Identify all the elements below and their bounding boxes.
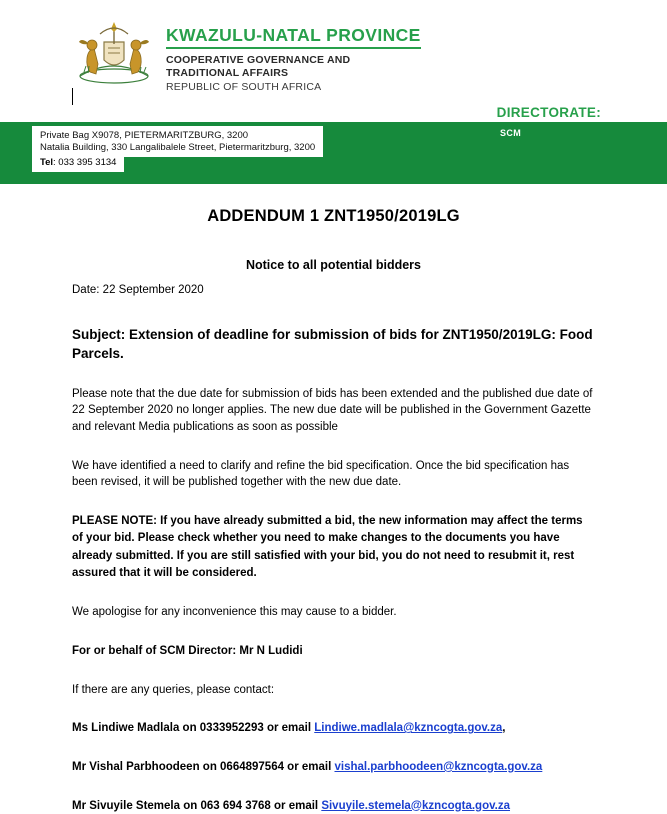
header-titles bbox=[166, 26, 421, 94]
notice-subtitle: Notice to all potential bidders bbox=[245, 258, 422, 272]
department-line-3: REPUBLIC OF SOUTH AFRICA bbox=[166, 80, 322, 93]
directorate-label: DIRECTORATE: bbox=[496, 105, 601, 120]
paragraph-extension-notice: Please note that the due date for submission of bids has been extended and the published due date of 22 September 2020 no longer applies. The new due date will be published in the Government Gazette and relevant Media publications as soon as possible bbox=[72, 387, 593, 434]
coat-of-arms-icon bbox=[70, 20, 158, 86]
address-block bbox=[32, 126, 323, 157]
department-line-2: TRADITIONAL AFFAIRS bbox=[166, 67, 289, 80]
paragraph-specification-revision: We have identified a need to clarify and refine the bid specification. Once the bid specification has been revised, it will be published together with the new due date. bbox=[72, 459, 570, 489]
contact-prefix: Mr Sivuyile Stemela on 063 694 3768 or email bbox=[72, 799, 322, 812]
apology-paragraph: We apologise for any inconvenience this may cause to a bidder. bbox=[72, 606, 397, 619]
contact-row bbox=[72, 798, 595, 814]
contact-row bbox=[72, 759, 595, 776]
address-line-2: Natalia Building, 330 Langalibalele Street, Pietermaritzburg, 3200 bbox=[40, 141, 316, 153]
contact-row bbox=[72, 720, 595, 737]
contact-prefix: Ms Lindiwe Madlala on 0333952293 or email bbox=[72, 722, 315, 735]
email-link-sivuyile[interactable]: Sivuyile.stemela@kzncogta.gov.za bbox=[321, 799, 510, 812]
department-line-1: COOPERATIVE GOVERNANCE AND bbox=[166, 54, 351, 67]
telephone-label: Tel bbox=[40, 157, 54, 168]
text-cursor bbox=[72, 88, 73, 105]
contact-suffix: , bbox=[502, 722, 506, 735]
address-line-1: Private Bag X9078, PIETERMARITZBURG, 3200 bbox=[40, 130, 249, 141]
province-title: KWAZULU-NATAL PROVINCE bbox=[166, 26, 421, 49]
telephone-line bbox=[32, 154, 124, 172]
directorate-value: SCM bbox=[500, 128, 522, 138]
subject-label: Subject bbox=[72, 326, 121, 342]
page-title: ADDENDUM 1 ZNT1950/2019LG bbox=[207, 207, 460, 225]
queries-intro: If there are any queries, please contact: bbox=[72, 683, 275, 696]
email-link-lindiwe[interactable]: Lindiwe.madlala@kzncogta.gov.za bbox=[314, 722, 503, 735]
document-content bbox=[0, 282, 667, 814]
subject-text: : Extension of deadline for submission of bids for ZNT1950/2019LG: Food Parcels. bbox=[72, 326, 593, 362]
date-line: Date: 22 September 2020 bbox=[72, 284, 204, 296]
document-header bbox=[0, 0, 667, 130]
contact-prefix: Mr Vishal Parbhoodeen on 0664897564 or email bbox=[72, 760, 335, 773]
signoff-line: For or behalf of SCM Director: Mr N Ludidi bbox=[72, 644, 303, 657]
please-note-paragraph: PLEASE NOTE: If you have already submitted a bid, the new information may affect the terms of your bid. Please check whether you need to make changes to the documents you have already submitted. If you are still satisfied with your bid, you do not need to resubmit it, rest assured that it will be considered. bbox=[72, 515, 583, 579]
subject-heading bbox=[72, 325, 595, 364]
department-lines bbox=[166, 54, 421, 93]
email-link-vishal[interactable]: vishal.parbhoodeen@kzncogta.gov.za bbox=[334, 760, 543, 773]
telephone-value: : 033 395 3134 bbox=[53, 157, 117, 168]
document-body bbox=[0, 184, 667, 814]
